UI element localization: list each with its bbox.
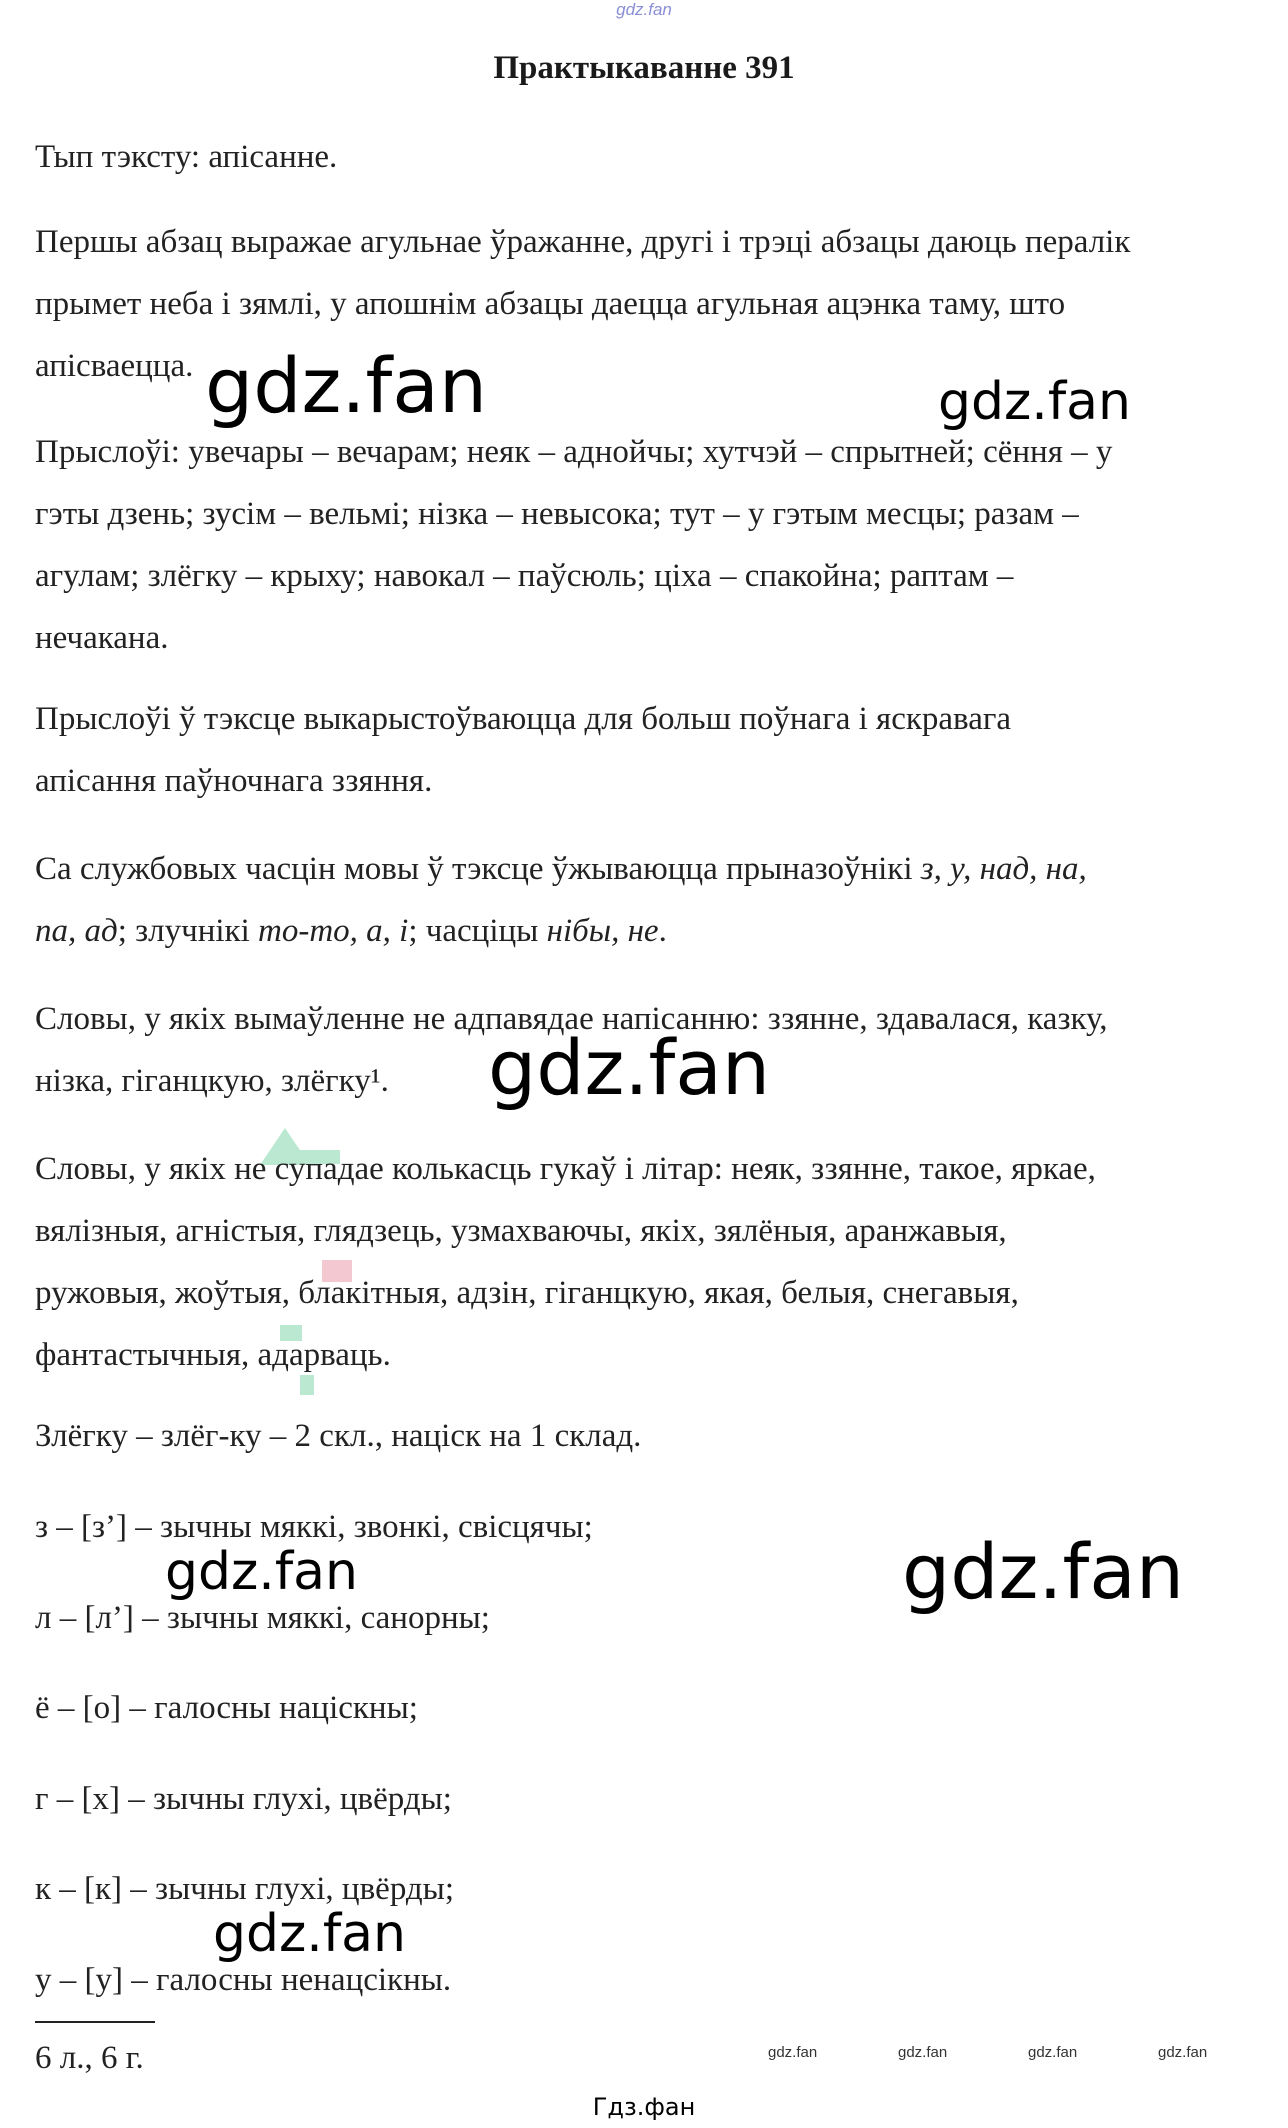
italic-text: па, ад — [35, 913, 118, 949]
paragraph-line: гэты дзень; зусім – вельмі; нізка – невысока; тут – у гэтым месцы; разам – — [35, 496, 1079, 532]
phonetic-line — [35, 1768, 1235, 1830]
paragraph-line: Тып тэксту: апісанне. — [35, 139, 338, 175]
adverbs-paragraph — [35, 421, 1235, 669]
watermark: gdz.fan — [213, 1904, 406, 1964]
plain-text: ; злучнікі — [117, 913, 259, 949]
phonetic-line — [35, 1677, 1235, 1739]
small-watermark: gdz.fan — [1158, 2044, 1208, 2061]
sounds-letters-paragraph — [35, 1138, 1235, 1386]
analysis-intro-paragraph — [35, 1405, 1235, 1467]
paragraph-line: вялізныя, агністыя, глядзець, узмахваючы, якіх, зялёныя, аранжавыя, — [35, 1213, 1007, 1249]
small-watermark: gdz.fan — [898, 2044, 948, 2061]
small-watermark: gdz.fan — [768, 2044, 818, 2061]
paragraph-line: нізка, гіганцкую, злёгку¹. — [35, 1063, 389, 1099]
watermark: gdz.fan — [205, 341, 488, 430]
text-type-paragraph — [35, 126, 1235, 188]
paragraph-line: Словы, у якіх вымаўленне не адпавядае напісанню: ззянне, здавалася, казку, — [35, 1001, 1108, 1037]
paragraph-line: фантастычныя, адарваць. — [35, 1337, 391, 1373]
paragraph-line: прымет неба і зямлі, у апошнім абзацы даецца агульная ацэнка таму, што — [35, 286, 1066, 322]
paragraph-line: Прыслоўі: увечары – вечарам; неяк – аднойчы; хутчэй – спрытней; сёння – у — [35, 434, 1113, 470]
page-title: Практыкаванне 391 — [493, 50, 795, 86]
paragraph-line: апісання паўночнага ззяння. — [35, 763, 433, 799]
watermark: gdz.fan — [165, 1542, 358, 1602]
footnote: 6 л., 6 г. — [35, 2040, 144, 2076]
watermark: gdz.fan — [938, 372, 1131, 432]
paragraph-line: апісваецца. — [35, 348, 194, 384]
top-watermark: gdz.fan — [616, 0, 672, 19]
paragraph-line: ружовыя, жоўтыя, блакітныя, адзін, гіганцкую, якая, белыя, снегавыя, — [35, 1275, 1019, 1311]
phonetic-line-text: к – [к] – зычны глухі, цвёрды; — [35, 1871, 455, 1907]
phonetic-line-text: г – [х] – зычны глухі, цвёрды; — [35, 1781, 452, 1817]
italic-text: нібы, не — [546, 913, 659, 949]
footer-label: Гдз.фан — [592, 2093, 696, 2121]
paragraph-line — [35, 900, 1235, 962]
footnote-divider — [35, 2021, 155, 2023]
small-watermark: gdz.fan — [1028, 2044, 1078, 2061]
phonetic-line-text: л – [л’] – зычны мяккі, санорны; — [35, 1600, 490, 1636]
paragraph-line: Злёгку – злёг-ку – 2 скл., націск на 1 склад. — [35, 1418, 642, 1454]
paragraph-line — [35, 838, 1235, 900]
paragraph-line: агулам; злёгку – крыху; навокал – паўсюль; ціха – спакойна; раптам – — [35, 558, 1014, 594]
phonetic-line-text: у – [у] – галосны ненацсікны. — [35, 1962, 452, 1998]
plain-text: ; часціцы — [408, 913, 547, 949]
watermark: gdz.fan — [488, 1023, 771, 1112]
plain-text: Са службовых часцін мовы ў тэксце ўжываюцца прыназоўнікі — [35, 851, 921, 887]
plain-text: . — [658, 913, 667, 949]
paragraph-line: нечакана. — [35, 620, 169, 656]
italic-text: з, у, над, на, — [920, 851, 1087, 887]
paragraph-line: Прыслоўі ў тэксце выкарыстоўваюцца для больш поўнага і яскравага — [35, 701, 1012, 737]
usage-paragraph — [35, 688, 1235, 812]
service-words-paragraph — [35, 838, 1235, 962]
watermark: gdz.fan — [902, 1527, 1185, 1616]
paragraph-line: Першы абзац выражае агульнае ўражанне, другі і трэці абзацы даюць пералік — [35, 224, 1131, 260]
paragraph-line: Словы, у якіх не супадае колькасць гукаў і літар: неяк, ззянне, такое, яркае, — [35, 1151, 1096, 1187]
italic-text: то-то, а, і — [258, 913, 409, 949]
phonetic-line-text: ё – [о] – галосны націскны; — [35, 1690, 418, 1726]
phonetic-line-text: з – [з’] – зычны мяккі, звонкі, свісцячы; — [35, 1509, 593, 1545]
